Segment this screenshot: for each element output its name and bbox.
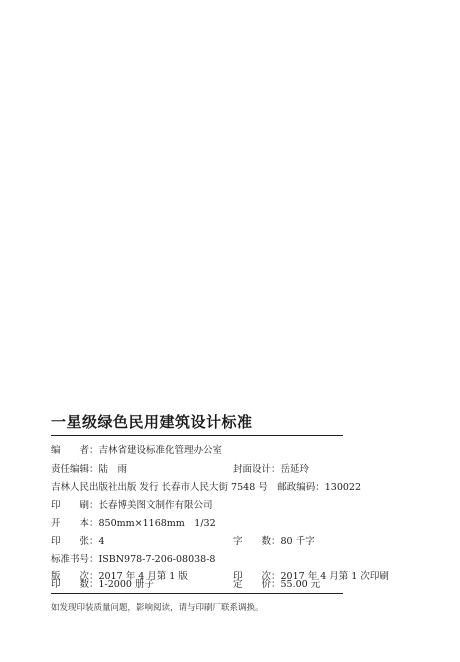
print-time: 印 次：2017 年 4 月第 1 次印刷 (233, 571, 389, 582)
bottom-rule (51, 593, 343, 594)
copies-info: 印 数：1-2000 册子 (51, 579, 154, 590)
book-title: 一星级绿色民用建筑设计标准 (51, 413, 253, 431)
top-rule (51, 435, 343, 436)
sheets-info: 印 张：4 (51, 536, 105, 547)
cover-designer: 封面设计：岳延玲 (233, 464, 310, 475)
price-info: 定 价：55.00 元 (233, 579, 321, 590)
format-info: 开 本：850mm×1168mm 1/32 (51, 518, 216, 529)
editor-value: 吉林省建设标准化管理办公室 (98, 445, 223, 456)
edition-info: 版 次：2017 年 4 月第 1 版 (51, 571, 188, 582)
editor-label: 编 者： (51, 445, 99, 456)
responsible-editor: 责任编辑：陆 雨 (51, 464, 128, 475)
quality-notice: 如发现印装质量问题，影响阅读，请与印刷厂联系调换。 (51, 603, 264, 613)
word-count: 字 数：80 千字 (233, 536, 315, 547)
isbn-info: 标准书号：ISBN978-7-206-08038-8 (51, 554, 216, 565)
editor-line (51, 445, 222, 457)
publisher-info: 吉林人民出版社出版 发行 长春市人民大街 7548 号 邮政编码：130022 (51, 482, 362, 493)
printer-info: 印 刷：长春博美图文制作有限公司 (51, 500, 213, 511)
